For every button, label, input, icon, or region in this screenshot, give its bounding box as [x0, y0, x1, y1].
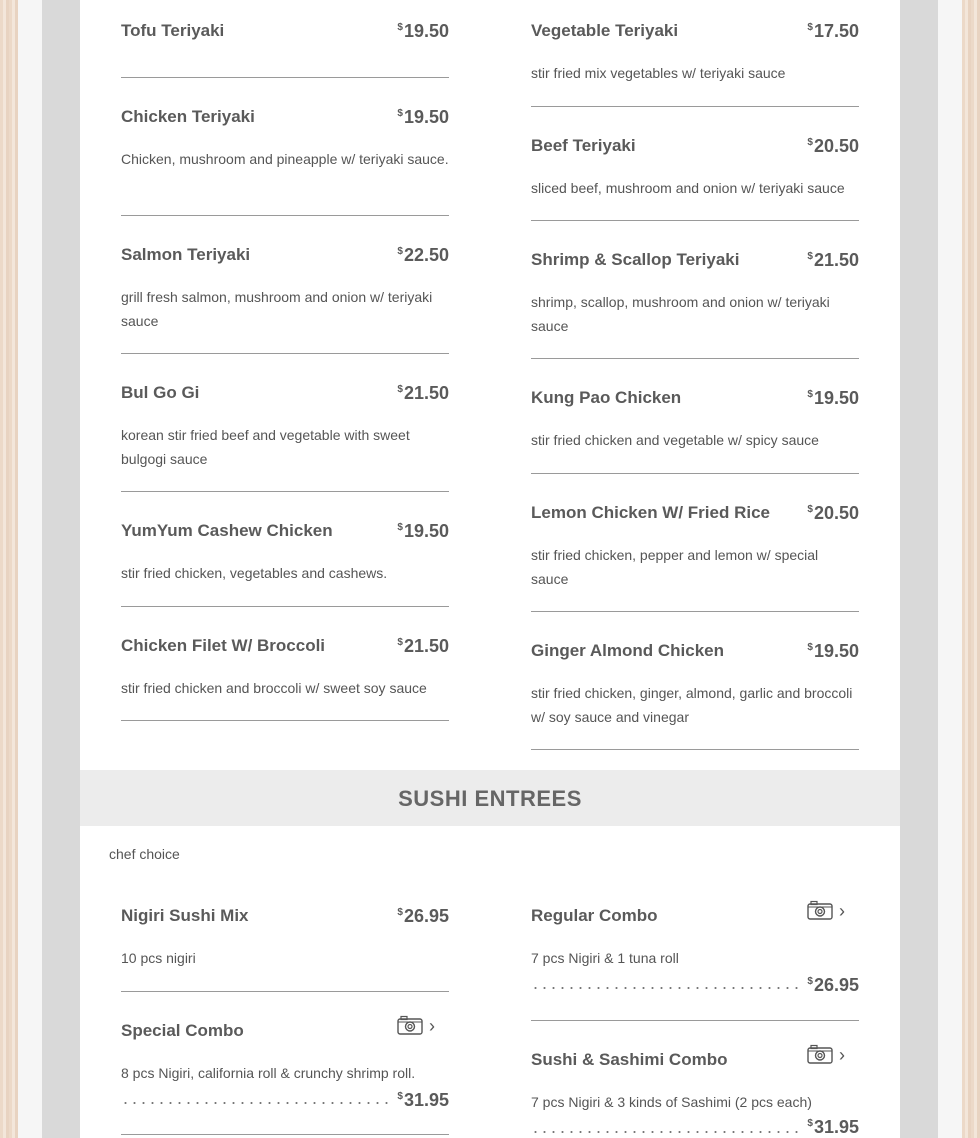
item-name: YumYum Cashew Chicken — [121, 521, 333, 540]
wood-border-right — [962, 0, 980, 1138]
item-description: stir fried chicken and broccoli w/ sweet soy sauce — [121, 680, 427, 696]
item-price: $19.50 — [807, 641, 859, 661]
item-price: $19.50 — [397, 107, 449, 127]
item-description: 8 pcs Nigiri, california roll & crunchy shrimp roll. — [121, 1065, 416, 1081]
item-name: Special Combo — [121, 1021, 244, 1040]
item-name: Bul Go Gi — [121, 383, 200, 402]
item-description: stir fried chicken, ginger, almond, garlic and broccoli w/ soy sauce and vinegar — [531, 685, 853, 725]
item-price: $19.50 — [397, 521, 449, 541]
section-note: chef choice — [109, 846, 180, 862]
item-divider — [531, 220, 859, 221]
item-description: korean stir fried beef and vegetable with sweet bulgogi sauce — [121, 427, 410, 467]
item-name: Vegetable Teriyaki — [531, 21, 679, 40]
item-divider — [121, 77, 449, 78]
price-leader-dots — [531, 1131, 799, 1133]
item-divider — [531, 749, 859, 750]
chevron-right-icon: › — [429, 1016, 435, 1036]
item-name: Beef Teriyaki — [531, 136, 636, 155]
price-leader-dots — [531, 987, 799, 989]
item-divider — [531, 1020, 859, 1021]
item-price: $26.95 — [397, 906, 449, 926]
item-price: $17.50 — [807, 21, 859, 41]
camera-icon — [807, 900, 833, 920]
item-price: $31.95 — [397, 1090, 449, 1110]
camera-icon — [397, 1015, 423, 1035]
item-divider — [531, 358, 859, 359]
item-price: $22.50 — [397, 245, 449, 265]
item-description: 7 pcs Nigiri & 1 tuna roll — [531, 950, 679, 966]
photo-button[interactable] — [807, 900, 859, 924]
item-description: stir fried chicken and vegetable w/ spicy sauce — [531, 432, 819, 448]
item-divider — [121, 491, 449, 492]
item-description: stir fried chicken, vegetables and cashews. — [121, 565, 388, 581]
item-price: $26.95 — [807, 975, 859, 995]
item-name: Shrimp & Scallop Teriyaki — [531, 250, 740, 269]
item-price: $21.50 — [397, 383, 449, 403]
item-name: Chicken Filet W/ Broccoli — [121, 636, 326, 655]
item-divider — [121, 991, 449, 992]
photo-button[interactable] — [397, 1015, 449, 1039]
item-name: Regular Combo — [531, 906, 658, 925]
item-name: Sushi & Sashimi Combo — [531, 1050, 728, 1069]
item-price: $19.50 — [807, 388, 859, 408]
item-divider — [531, 611, 859, 612]
item-price: $19.50 — [397, 21, 449, 41]
item-price: $31.95 — [807, 1117, 859, 1137]
item-price: $21.50 — [397, 636, 449, 656]
chevron-right-icon: › — [839, 1045, 845, 1065]
item-description: 7 pcs Nigiri & 3 kinds of Sashimi (2 pcs each) — [531, 1094, 812, 1110]
wood-border-left — [0, 0, 18, 1138]
item-description: grill fresh salmon, mushroom and onion w/ teriyaki sauce — [121, 289, 433, 329]
camera-icon — [807, 1044, 833, 1064]
item-divider — [121, 1134, 449, 1135]
section-title: SUSHI ENTREES — [398, 786, 582, 811]
price-leader-dots — [121, 1102, 389, 1104]
item-name: Salmon Teriyaki — [121, 245, 251, 264]
item-name: Tofu Teriyaki — [121, 21, 225, 40]
chevron-right-icon: › — [839, 901, 845, 921]
item-name: Ginger Almond Chicken — [531, 641, 725, 660]
item-description: sliced beef, mushroom and onion w/ teriyaki sauce — [531, 180, 845, 196]
item-description: stir fried chicken, pepper and lemon w/ special sauce — [531, 547, 819, 587]
item-name: Kung Pao Chicken — [531, 388, 682, 407]
photo-button[interactable] — [807, 1044, 859, 1068]
item-name: Chicken Teriyaki — [121, 107, 255, 126]
item-name: Lemon Chicken W/ Fried Rice — [531, 503, 770, 522]
item-divider — [531, 473, 859, 474]
item-description: 10 pcs nigiri — [121, 950, 196, 966]
section-header-sushi — [80, 770, 900, 826]
item-description: shrimp, scallop, mushroom and onion w/ teriyaki sauce — [531, 294, 830, 334]
item-divider — [121, 720, 449, 721]
item-description: Chicken, mushroom and pineapple w/ teriyaki sauce. — [121, 151, 449, 167]
item-price: $21.50 — [807, 250, 859, 270]
item-price: $20.50 — [807, 503, 859, 523]
item-divider — [121, 606, 449, 607]
item-description: stir fried mix vegetables w/ teriyaki sauce — [531, 65, 786, 81]
item-divider — [531, 106, 859, 107]
item-divider — [121, 215, 449, 216]
item-price: $20.50 — [807, 136, 859, 156]
item-name: Nigiri Sushi Mix — [121, 906, 249, 925]
item-divider — [121, 353, 449, 354]
